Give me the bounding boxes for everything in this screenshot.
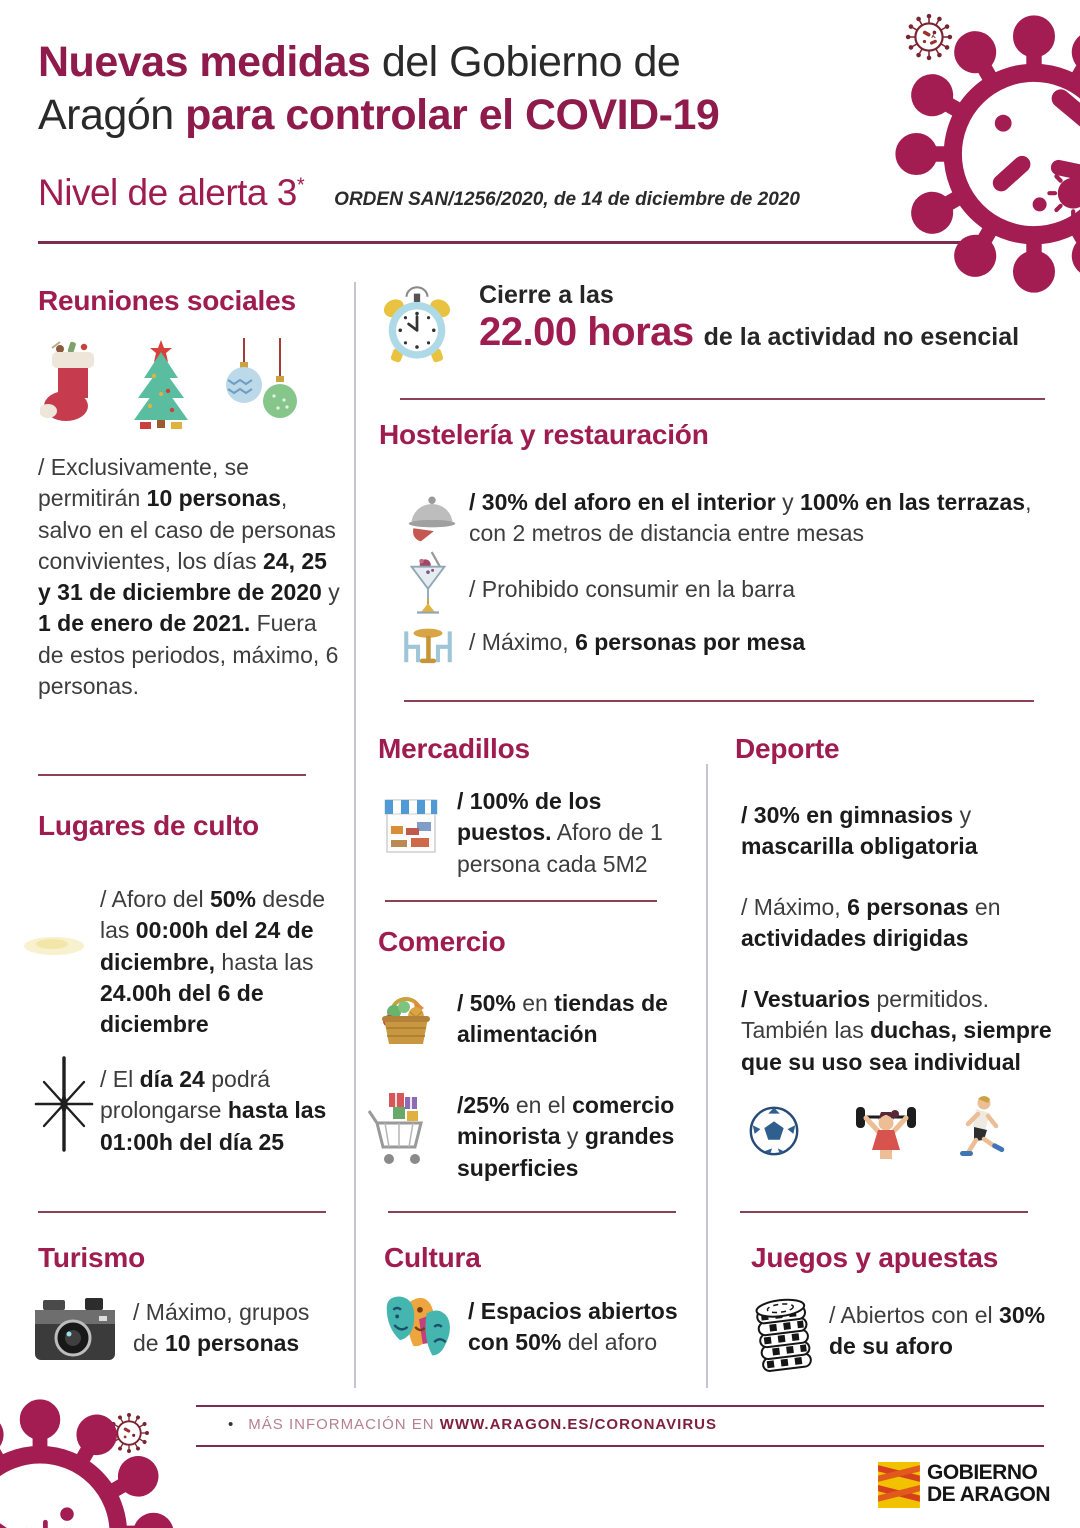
- aragon-flag-icon: [878, 1462, 920, 1508]
- mercadillos-item: / 100% de los puestos. Aforo de 1 persona cada 5M2: [457, 788, 663, 877]
- section-divider: [388, 1211, 676, 1213]
- section-divider: [38, 1211, 326, 1213]
- deporte-item-3: / Vestuarios permitidos. También las duchas, siempre que su uso sea individual: [741, 986, 1052, 1075]
- alert-level: Nivel de alerta 3*: [38, 172, 305, 213]
- cierre-time: 22.00 horas: [479, 310, 694, 354]
- section-title-deporte: Deporte: [735, 733, 840, 764]
- section-title-hosteleria: Hostelería y restauración: [379, 419, 709, 450]
- culto-item-1: / Aforo del 50% desde las 00:00h del 24 de diciembre, hasta las 24.00h del 6 de diciembre: [100, 886, 326, 1038]
- terrace-table-icon: [399, 596, 457, 674]
- turismo-item: / Máximo, grupos de 10 personas: [133, 1299, 310, 1357]
- section-title-reuniones: Reuniones sociales: [38, 285, 296, 316]
- section-title-comercio: Comercio: [378, 926, 506, 957]
- candle-icon: [22, 918, 86, 968]
- comercio-item-2: /25% en el comercio minorista y grandes superficies: [457, 1092, 675, 1181]
- alert-level-row: [38, 172, 800, 214]
- star-sparkle-icon: [30, 1052, 98, 1156]
- christmas-baubles-icon: [218, 336, 304, 430]
- footer-divider-bottom: [196, 1445, 1044, 1447]
- order-reference: ORDEN SAN/1256/2020, de 14 de diciembre de 2020: [334, 189, 800, 210]
- cierre-line1: Cierre a las: [479, 281, 614, 309]
- grocery-basket-icon: [376, 986, 436, 1048]
- hosteleria-item-1: / 30% del aforo en el interior y 100% en las terrazas, con 2 metros de distancia entre mesas: [469, 489, 1032, 547]
- market-stall-icon: [383, 795, 439, 859]
- cierre-block: [479, 281, 1019, 355]
- christmas-tree-icon: [124, 336, 198, 430]
- deporte-item-1: / 30% en gimnasios y mascarilla obligatoria: [741, 802, 978, 860]
- serving-cloche-icon: [404, 489, 460, 547]
- cultura-item: / Espacios abiertos con 50% del aforo: [468, 1298, 678, 1356]
- section-title-mercadillos: Mercadillos: [378, 733, 530, 764]
- section-title-turismo: Turismo: [38, 1242, 145, 1273]
- footer-info-url[interactable]: WWW.ARAGON.ES/CORONAVIRUS: [439, 1416, 717, 1433]
- comercio-item-1: / 50% en tiendas de alimentación: [457, 990, 668, 1048]
- reuniones-text: / Exclusivamente, se permitirán 10 personas, salvo en el caso de personas convivientes, los días 24, 25 y 31 de diciembre de 2020 y 1 de enero de 2021. Fuera de estos periodos, máximo, 6 personas.: [38, 454, 340, 699]
- page-title: Nuevas medidas del Gobierno de Aragón para controlar el COVID-19: [38, 38, 720, 140]
- column-divider-right: [706, 764, 708, 1388]
- culto-item-2: / El día 24 podrá prolongarse hasta las 01:00h del día 25: [100, 1066, 327, 1155]
- hosteleria-item-3: / Máximo, 6 personas por mesa: [469, 629, 806, 655]
- camera-icon: [33, 1292, 117, 1370]
- deporte-item-2: / Máximo, 6 personas en actividades dirigidas: [741, 894, 1001, 952]
- header-divider: [38, 241, 970, 244]
- section-divider: [38, 774, 306, 776]
- theater-masks-icon: [381, 1284, 457, 1366]
- runner-icon: [948, 1092, 1008, 1164]
- logo-text: GOBIERNO DE ARAGON: [927, 1461, 1051, 1506]
- footer-info-prefix: MÁS INFORMACIÓN EN: [248, 1416, 440, 1433]
- poker-chips-icon: [752, 1292, 816, 1380]
- juegos-item: / Abiertos con el 30% de su aforo: [829, 1302, 1046, 1360]
- hosteleria-item-2: / Prohibido consumir en la barra: [469, 576, 795, 602]
- footer-info: [228, 1416, 717, 1433]
- section-title-juegos: Juegos y apuestas: [751, 1242, 999, 1273]
- cierre-line2: de la actividad no esencial: [703, 323, 1020, 351]
- bullet-icon: •: [228, 1416, 235, 1433]
- section-title-culto: Lugares de culto: [38, 810, 259, 841]
- virus-large-icon: [894, 14, 1080, 294]
- section-title-cultura: Cultura: [384, 1242, 481, 1273]
- gobierno-aragon-logo: [878, 1462, 1050, 1508]
- weightlifter-icon: [850, 1096, 922, 1162]
- christmas-stocking-icon: [40, 336, 104, 430]
- shopping-cart-icon: [365, 1086, 433, 1172]
- footer-divider-top: [196, 1405, 1044, 1407]
- soccer-ball-icon: [745, 1102, 803, 1160]
- virus-large-icon: [0, 1398, 175, 1528]
- section-divider: [404, 700, 1034, 702]
- alarm-clock-icon: [379, 280, 455, 368]
- section-divider: [740, 1211, 1028, 1213]
- column-divider-left: [354, 282, 356, 1388]
- christmas-icons-row: [40, 336, 304, 430]
- section-divider: [385, 900, 657, 902]
- section-divider: [400, 398, 1045, 400]
